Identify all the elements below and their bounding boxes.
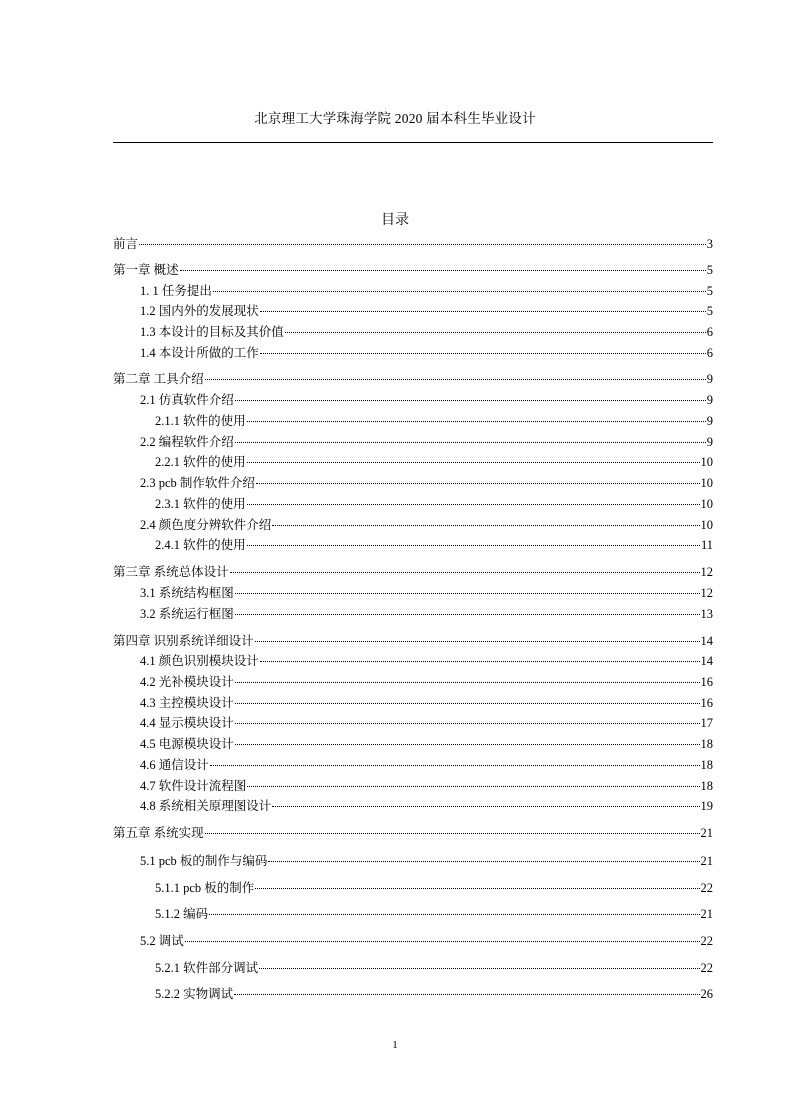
toc-entry-page: 6 bbox=[706, 346, 713, 360]
toc-entry[interactable] bbox=[140, 673, 713, 691]
toc-entry-label: 3.1 系统结构框图 bbox=[140, 586, 234, 600]
toc-entry[interactable] bbox=[140, 391, 713, 409]
dot-leader bbox=[235, 743, 700, 745]
toc-entry-page: 12 bbox=[700, 565, 713, 579]
toc-entry-page: 11 bbox=[700, 538, 713, 552]
toc-entry[interactable] bbox=[140, 302, 713, 320]
toc-entry-label: 2.3 pcb 制作软件介绍 bbox=[140, 476, 255, 490]
toc-entry-page: 26 bbox=[700, 987, 713, 1001]
dot-leader bbox=[247, 544, 700, 546]
toc-entry-page: 21 bbox=[700, 854, 713, 868]
dot-leader bbox=[272, 524, 699, 526]
toc-entry[interactable] bbox=[140, 605, 713, 623]
toc-entry[interactable] bbox=[140, 584, 713, 602]
toc-entry-label: 4.6 通信设计 bbox=[140, 758, 209, 772]
toc-entry-label: 5.2.2 实物调试 bbox=[155, 987, 234, 1001]
dot-leader bbox=[185, 940, 700, 942]
dot-leader bbox=[235, 399, 706, 401]
toc-entry[interactable] bbox=[140, 756, 713, 774]
dot-leader bbox=[210, 764, 700, 766]
toc-entry[interactable] bbox=[113, 370, 713, 388]
toc-entry[interactable] bbox=[140, 474, 713, 492]
toc-entry-label: 4.8 系统相关原理图设计 bbox=[140, 799, 272, 813]
toc-entry-page: 12 bbox=[700, 586, 713, 600]
toc-entry[interactable] bbox=[140, 282, 713, 300]
toc-entry[interactable] bbox=[155, 905, 713, 923]
toc-entry-label: 第五章 系统实现 bbox=[113, 826, 204, 840]
toc-entry[interactable] bbox=[155, 453, 713, 471]
dot-leader bbox=[260, 660, 700, 662]
toc-entry[interactable] bbox=[113, 563, 713, 581]
toc-entry-page: 16 bbox=[700, 675, 713, 689]
dot-leader bbox=[247, 420, 706, 422]
toc-entry[interactable] bbox=[155, 495, 713, 513]
toc-entry[interactable] bbox=[155, 959, 713, 977]
toc-entry-page: 13 bbox=[700, 607, 713, 621]
dot-leader bbox=[268, 860, 699, 862]
toc-entry-label: 5.1.2 编码 bbox=[155, 907, 209, 921]
dot-leader bbox=[235, 702, 700, 704]
toc-entry[interactable] bbox=[113, 235, 713, 253]
toc-entry-page: 6 bbox=[706, 325, 713, 339]
toc-entry-page: 22 bbox=[700, 934, 713, 948]
toc-entry[interactable] bbox=[140, 323, 713, 341]
dot-leader bbox=[259, 967, 699, 969]
toc-entry-label: 2.1.1 软件的使用 bbox=[155, 414, 246, 428]
toc-entry[interactable] bbox=[140, 652, 713, 670]
toc-entry-label: 4.2 光补模块设计 bbox=[140, 675, 234, 689]
toc-entry-page: 18 bbox=[700, 758, 713, 772]
toc-entry-label: 2.2.1 软件的使用 bbox=[155, 455, 246, 469]
toc-entry-label: 第三章 系统总体设计 bbox=[113, 565, 229, 579]
dot-leader bbox=[247, 503, 700, 505]
toc-entry-page: 9 bbox=[706, 372, 713, 386]
toc-entry-label: 1.3 本设计的目标及其价值 bbox=[140, 325, 284, 339]
toc-entry-page: 17 bbox=[700, 716, 713, 730]
dot-leader bbox=[230, 571, 700, 573]
dot-leader bbox=[255, 640, 700, 642]
toc-entry-label: 3.2 系统运行框图 bbox=[140, 607, 234, 621]
toc-entry-page: 9 bbox=[706, 393, 713, 407]
toc-entry[interactable] bbox=[155, 412, 713, 430]
dot-leader bbox=[235, 722, 700, 724]
toc-entry-page: 21 bbox=[700, 907, 713, 921]
page-number: 1 bbox=[392, 1039, 398, 1051]
toc-entry-label: 1.2 国内外的发展现状 bbox=[140, 304, 259, 318]
toc-entry-label: 4.3 主控模块设计 bbox=[140, 696, 234, 710]
dot-leader bbox=[255, 887, 699, 889]
toc-entry[interactable] bbox=[140, 344, 713, 362]
toc-entry-page: 9 bbox=[706, 435, 713, 449]
toc-entry-label: 5.1 pcb 板的制作与编码 bbox=[140, 854, 268, 868]
toc-entry-page: 16 bbox=[700, 696, 713, 710]
toc-title: 目录 bbox=[381, 213, 409, 228]
toc-entry[interactable] bbox=[140, 433, 713, 451]
dot-leader bbox=[285, 331, 706, 333]
toc-entry-label: 2.3.1 软件的使用 bbox=[155, 497, 246, 511]
toc-entry[interactable] bbox=[140, 932, 713, 950]
dot-leader bbox=[180, 269, 706, 271]
toc-entry-page: 22 bbox=[700, 961, 713, 975]
toc-entry-page: 9 bbox=[706, 414, 713, 428]
toc-entry-page: 10 bbox=[700, 455, 713, 469]
dot-leader bbox=[205, 832, 700, 834]
toc-entry-label: 第二章 工具介绍 bbox=[113, 372, 204, 386]
toc-entry-page: 3 bbox=[706, 237, 713, 251]
toc-entry-page: 5 bbox=[706, 263, 713, 277]
toc-entry[interactable] bbox=[140, 777, 713, 795]
toc-entry[interactable] bbox=[140, 714, 713, 732]
toc-entry-label: 2.1 仿真软件介绍 bbox=[140, 393, 234, 407]
toc-entry[interactable] bbox=[140, 852, 713, 870]
dot-leader bbox=[235, 613, 700, 615]
toc-entry-label: 1.4 本设计所做的工作 bbox=[140, 346, 259, 360]
toc-entry-label: 第四章 识别系统详细设计 bbox=[113, 634, 254, 648]
dot-leader bbox=[256, 482, 700, 484]
dot-leader bbox=[247, 461, 700, 463]
toc-entry[interactable] bbox=[140, 694, 713, 712]
toc-entry-label: 5.2 调试 bbox=[140, 934, 184, 948]
toc-entry-page: 10 bbox=[700, 476, 713, 490]
toc-entry-label: 5.2.1 软件部分调试 bbox=[155, 961, 259, 975]
dot-leader bbox=[213, 290, 706, 292]
toc-entry-page: 19 bbox=[700, 799, 713, 813]
toc-entry-label: 2.4.1 软件的使用 bbox=[155, 538, 246, 552]
toc-entry-label: 1. 1 任务提出 bbox=[140, 284, 212, 298]
dot-leader bbox=[247, 785, 699, 787]
toc-entry-page: 5 bbox=[706, 304, 713, 318]
toc-entry-page: 14 bbox=[700, 634, 713, 648]
dot-leader bbox=[139, 243, 706, 245]
toc-entry-page: 22 bbox=[700, 881, 713, 895]
toc-entry[interactable] bbox=[155, 536, 713, 554]
toc-entry-page: 21 bbox=[700, 826, 713, 840]
toc-entry-label: 4.7 软件设计流程图 bbox=[140, 779, 247, 793]
toc-entry-page: 18 bbox=[700, 737, 713, 751]
dot-leader bbox=[234, 993, 699, 995]
toc-entry-label: 4.5 电源模块设计 bbox=[140, 737, 234, 751]
dot-leader bbox=[209, 913, 699, 915]
dot-leader bbox=[260, 352, 706, 354]
toc-entry-label: 5.1.1 pcb 板的制作 bbox=[155, 881, 255, 895]
toc-entry[interactable] bbox=[140, 516, 713, 534]
dot-leader bbox=[205, 378, 706, 380]
toc-entry[interactable] bbox=[140, 735, 713, 753]
toc-entry[interactable] bbox=[113, 824, 713, 842]
toc-entry-label: 4.4 显示模块设计 bbox=[140, 716, 234, 730]
toc-entry[interactable] bbox=[113, 632, 713, 650]
toc-entry-label: 4.1 颜色识别模块设计 bbox=[140, 654, 259, 668]
toc-entry[interactable] bbox=[155, 985, 713, 1003]
dot-leader bbox=[260, 310, 706, 312]
dot-leader bbox=[272, 805, 699, 807]
toc-entry-label: 2.2 编程软件介绍 bbox=[140, 435, 234, 449]
dot-leader bbox=[235, 681, 700, 683]
toc-entry-page: 5 bbox=[706, 284, 713, 298]
toc-entry-label: 前言 bbox=[113, 237, 139, 251]
toc-entry-page: 14 bbox=[700, 654, 713, 668]
toc-entry-label: 第一章 概述 bbox=[113, 263, 179, 277]
dot-leader bbox=[235, 441, 706, 443]
running-header: 北京理工大学珠海学院 2020 届本科生毕业设计 bbox=[254, 111, 536, 126]
toc-entry-page: 10 bbox=[700, 518, 713, 532]
toc-entry-page: 10 bbox=[700, 497, 713, 511]
toc-entry-page: 18 bbox=[700, 779, 713, 793]
toc-entry[interactable] bbox=[155, 879, 713, 897]
toc-entry[interactable] bbox=[113, 261, 713, 279]
toc-entry-label: 2.4 颜色度分辨软件介绍 bbox=[140, 518, 272, 532]
dot-leader bbox=[235, 592, 700, 594]
header-rule bbox=[113, 142, 713, 143]
toc-entry[interactable] bbox=[140, 797, 713, 815]
